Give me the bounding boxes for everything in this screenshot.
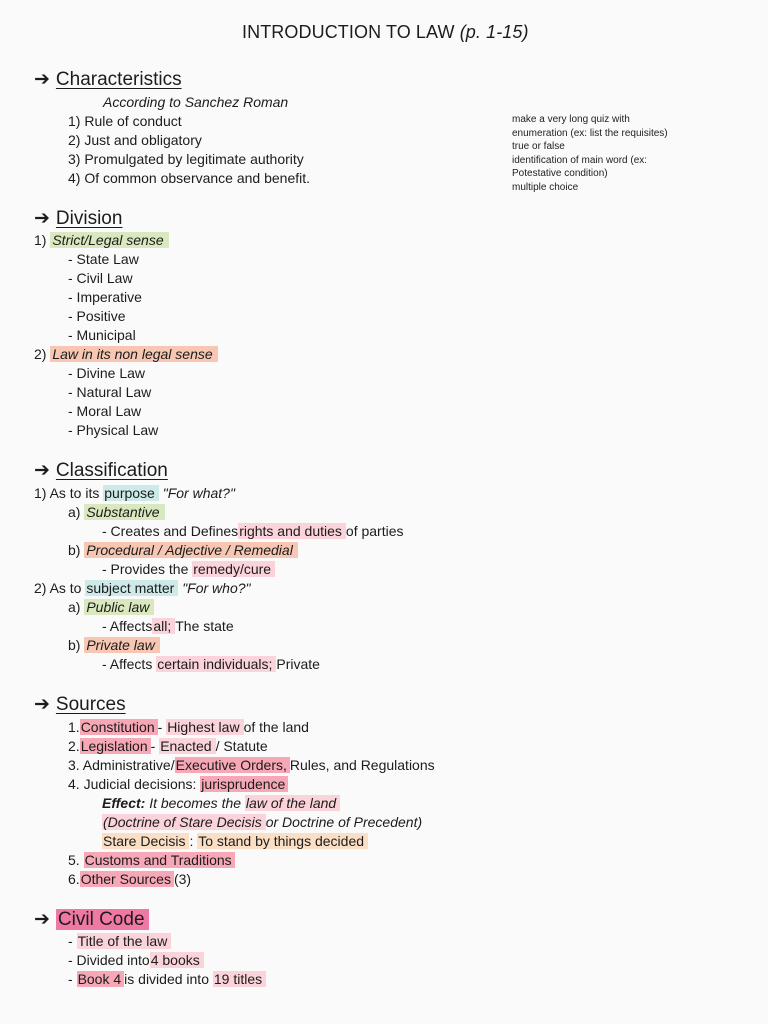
heading-sources: ➔ Sources [34,694,126,715]
source-item: 6.Other Sources (3) [68,871,192,887]
source-item: 3. Administrative/Executive Orders, Rules, and Regulations [68,757,435,773]
highlight: Customs and Traditions [84,852,235,868]
highlight: law of the land [245,795,340,811]
note-line: enumeration (ex: list the requisites) [512,127,668,139]
page-title [242,20,529,44]
arrow-icon: ➔ [34,460,50,481]
arrow-icon: ➔ [34,69,50,90]
highlight: Highest law [166,719,243,735]
note-line: make a very long quiz with [512,114,630,125]
class-substantive: a) Substantive [68,503,165,522]
list-item: - Divine Law [68,365,146,381]
list-item: - Affectsall; The state [102,618,234,634]
heading-classification: ➔ Classification [34,460,168,481]
highlight: Stare Decisis [102,833,189,849]
highlight: all; [152,618,175,634]
highlight: remedy/cure [192,561,275,577]
according-line: According to Sanchez Roman [103,94,289,110]
list-item: - Title of the law [68,932,171,951]
list-item: - Provides the remedy/cure [102,560,275,579]
list-item: - Physical Law [68,422,159,438]
highlight: Private law [84,637,159,653]
list-item: - Civil Law [68,270,133,286]
highlight: Law in its non legal sense [50,346,217,362]
highlight: 4 books [150,952,204,968]
list-item: - State Law [68,251,139,267]
source-item: 1.Constitution - Highest law of the land [68,719,309,735]
highlight: subject matter [85,580,178,596]
highlight: (Doctrine of Stare Decisis [102,814,266,830]
list-item: - Imperative [68,289,142,305]
note-line: multiple choice [512,181,579,193]
highlight: Legislation [80,738,151,754]
classification-purpose: 1) As to its purpose "For what?" [34,485,235,501]
highlight: Substantive [84,504,164,520]
highlight: jurisprudence [200,776,288,792]
highlight: certain individuals; [156,656,276,672]
heading-civil-code [34,908,149,932]
effect-line: Effect: It becomes the law of the land [102,794,340,813]
note-line: Potestative condition) [512,168,608,180]
heading-characteristics: ➔ Characteristics [34,69,182,90]
division-nonlegal: 2) Law in its non legal sense [34,345,218,364]
list-item: - Moral Law [68,403,142,419]
title-pages: (p. 1-15) [459,22,529,42]
list-item: - Positive [68,308,126,324]
list-item: - Creates and Definesrights and duties of parties [102,523,404,539]
class-public: a) Public law [68,598,154,617]
highlight: Other Sources [80,871,174,887]
arrow-icon: ➔ [34,208,50,229]
note-line: true or false [512,141,565,153]
list-item: - Book 4 is divided into 19 titles [68,970,266,989]
arrow-icon: ➔ [34,909,50,930]
highlight: Procedural / Adjective / Remedial [84,542,297,558]
highlight: Constitution [80,719,158,735]
list-item: - Affects certain individuals; Private [102,656,320,672]
highlight: Title of the law [77,933,172,949]
doctrine-line: (Doctrine of Stare Decisis or Doctrine of Precedent) [103,814,423,830]
list-item: 3) Promulgated by legitimate authority [68,151,304,167]
source-item: 5. Customs and Traditions [68,851,235,870]
list-item: - Municipal [68,327,136,343]
highlight: Civil Code [56,909,149,930]
list-item: - Natural Law [68,384,152,400]
highlight: To stand by things decided [197,833,368,849]
side-note [512,113,668,195]
highlight: 19 titles [213,971,266,987]
heading-division: ➔ Division [34,208,123,229]
list-item: 4) Of common observance and benefit. [68,170,311,186]
highlight: Enacted [159,738,215,754]
highlight: Public law [84,599,154,615]
highlight: Strict/Legal sense [50,232,168,248]
highlight: purpose [103,485,159,501]
list-item: 1) Rule of conduct [68,113,182,129]
class-private: b) Private law [68,636,160,655]
classification-subject: 2) As to subject matter "For who?" [34,580,251,596]
highlight: rights and duties [238,523,346,539]
class-procedural: b) Procedural / Adjective / Remedial [68,541,298,560]
note-line: identification of main word (ex: [512,154,648,166]
stare-decisis-line: Stare Decisis : To stand by things decided [102,832,368,851]
title-main: INTRODUCTION TO LAW [242,22,455,42]
list-item: 2) Just and obligatory [68,132,202,148]
division-strict: 1) Strict/Legal sense [34,231,169,250]
arrow-icon: ➔ [34,694,50,715]
highlight: Executive Orders, [175,757,290,773]
list-item: - Divided into4 books [68,951,204,970]
source-item: 2.Legislation - Enacted / Statute [68,738,268,754]
source-item: 4. Judicial decisions: jurisprudence [68,775,288,794]
highlight: Book 4 [77,971,125,987]
